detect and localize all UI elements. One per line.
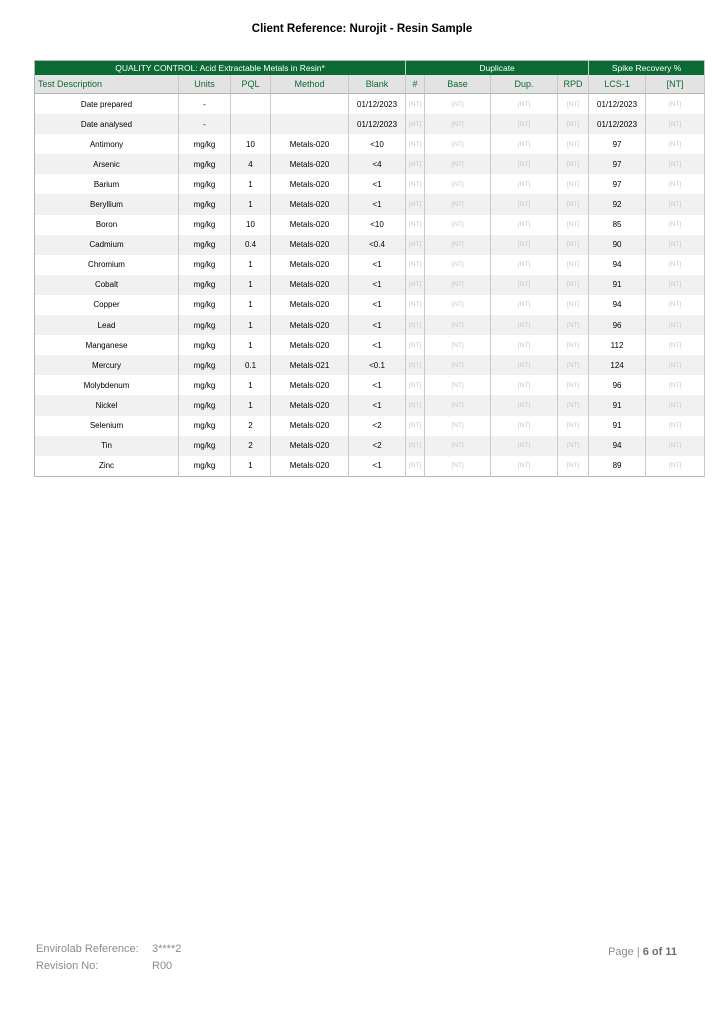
cell-dup: [NT] xyxy=(491,194,558,214)
revision-value: R00 xyxy=(152,960,173,972)
col-header-dup: Dup. xyxy=(491,75,558,94)
cell-method: Metals-020 xyxy=(271,255,349,275)
cell-nt: [NT] xyxy=(646,134,705,154)
qc-results-table xyxy=(34,60,705,477)
cell-nt: [NT] xyxy=(646,194,705,214)
cell-dup: [NT] xyxy=(491,335,558,355)
cell-number: [NT] xyxy=(406,275,425,295)
cell-test-description: Antimony xyxy=(35,134,179,154)
cell-number: [NT] xyxy=(406,416,425,436)
cell-units: mg/kg xyxy=(179,275,231,295)
cell-lcs-1: 85 xyxy=(589,215,646,235)
page-indicator xyxy=(608,946,677,958)
table-row xyxy=(35,235,705,255)
cell-nt: [NT] xyxy=(646,375,705,395)
cell-blank: <2 xyxy=(349,436,406,456)
cell-blank: <2 xyxy=(349,416,406,436)
spike-recovery-group-title: Spike Recovery % xyxy=(589,61,705,76)
page-prefix: Page | xyxy=(608,946,640,958)
cell-nt: [NT] xyxy=(646,114,705,134)
cell-number: [NT] xyxy=(406,355,425,375)
cell-dup: [NT] xyxy=(491,416,558,436)
cell-pql: 1 xyxy=(231,255,271,275)
cell-number: [NT] xyxy=(406,194,425,214)
cell-base: [NT] xyxy=(425,94,491,115)
cell-blank: <1 xyxy=(349,395,406,415)
cell-method: Metals-020 xyxy=(271,154,349,174)
table-group-header xyxy=(35,61,705,76)
cell-rpd: [NT] xyxy=(558,215,589,235)
cell-nt: [NT] xyxy=(646,174,705,194)
cell-method: Metals-020 xyxy=(271,134,349,154)
cell-base: [NT] xyxy=(425,375,491,395)
cell-number: [NT] xyxy=(406,215,425,235)
cell-method: Metals-020 xyxy=(271,416,349,436)
cell-lcs-1: 91 xyxy=(589,416,646,436)
cell-test-description: Date prepared xyxy=(35,94,179,115)
cell-test-description: Arsenic xyxy=(35,154,179,174)
cell-lcs-1: 90 xyxy=(589,235,646,255)
cell-dup: [NT] xyxy=(491,94,558,115)
cell-units: mg/kg xyxy=(179,315,231,335)
table-row xyxy=(35,94,705,115)
table-row xyxy=(35,215,705,235)
cell-blank: <10 xyxy=(349,134,406,154)
cell-number: [NT] xyxy=(406,235,425,255)
cell-blank: <1 xyxy=(349,295,406,315)
cell-method: Metals-020 xyxy=(271,375,349,395)
col-header-lcs-1: LCS-1 xyxy=(589,75,646,94)
cell-dup: [NT] xyxy=(491,235,558,255)
cell-base: [NT] xyxy=(425,114,491,134)
cell-lcs-1: 112 xyxy=(589,335,646,355)
cell-test-description: Beryllium xyxy=(35,194,179,214)
cell-blank: 01/12/2023 xyxy=(349,94,406,115)
cell-rpd: [NT] xyxy=(558,375,589,395)
cell-nt: [NT] xyxy=(646,436,705,456)
cell-base: [NT] xyxy=(425,456,491,477)
cell-method: Metals-020 xyxy=(271,174,349,194)
cell-lcs-1: 97 xyxy=(589,154,646,174)
cell-dup: [NT] xyxy=(491,114,558,134)
col-header-rpd: RPD xyxy=(558,75,589,94)
cell-rpd: [NT] xyxy=(558,315,589,335)
cell-dup: [NT] xyxy=(491,134,558,154)
cell-units: mg/kg xyxy=(179,295,231,315)
cell-rpd: [NT] xyxy=(558,436,589,456)
cell-dup: [NT] xyxy=(491,375,558,395)
cell-base: [NT] xyxy=(425,134,491,154)
cell-dup: [NT] xyxy=(491,395,558,415)
cell-pql: 4 xyxy=(231,154,271,174)
cell-units: mg/kg xyxy=(179,456,231,477)
table-row xyxy=(35,134,705,154)
cell-method: Metals-020 xyxy=(271,295,349,315)
cell-dup: [NT] xyxy=(491,174,558,194)
cell-number: [NT] xyxy=(406,295,425,315)
cell-units: mg/kg xyxy=(179,375,231,395)
table-row xyxy=(35,436,705,456)
cell-test-description: Zinc xyxy=(35,456,179,477)
col-header-pql: PQL xyxy=(231,75,271,94)
cell-pql: 1 xyxy=(231,174,271,194)
cell-nt: [NT] xyxy=(646,94,705,115)
cell-dup: [NT] xyxy=(491,295,558,315)
cell-dup: [NT] xyxy=(491,436,558,456)
table-row xyxy=(35,174,705,194)
table-row xyxy=(35,395,705,415)
cell-base: [NT] xyxy=(425,215,491,235)
cell-method: Metals-020 xyxy=(271,194,349,214)
cell-nt: [NT] xyxy=(646,295,705,315)
cell-test-description: Barium xyxy=(35,174,179,194)
cell-lcs-1: 96 xyxy=(589,315,646,335)
cell-base: [NT] xyxy=(425,395,491,415)
cell-pql: 10 xyxy=(231,215,271,235)
cell-base: [NT] xyxy=(425,416,491,436)
table-column-header xyxy=(35,75,705,94)
cell-pql: 1 xyxy=(231,295,271,315)
cell-base: [NT] xyxy=(425,295,491,315)
revision-label: Revision No: xyxy=(36,960,99,972)
cell-number: [NT] xyxy=(406,315,425,335)
envirolab-reference-label: Envirolab Reference: xyxy=(36,943,139,955)
cell-method: Metals-021 xyxy=(271,355,349,375)
cell-rpd: [NT] xyxy=(558,275,589,295)
cell-blank: <1 xyxy=(349,275,406,295)
cell-rpd: [NT] xyxy=(558,456,589,477)
cell-test-description: Molybdenum xyxy=(35,375,179,395)
cell-pql: 0.4 xyxy=(231,235,271,255)
cell-base: [NT] xyxy=(425,235,491,255)
cell-method: Metals-020 xyxy=(271,335,349,355)
cell-number: [NT] xyxy=(406,335,425,355)
cell-pql: 0.1 xyxy=(231,355,271,375)
cell-base: [NT] xyxy=(425,154,491,174)
cell-rpd: [NT] xyxy=(558,134,589,154)
cell-method: Metals-020 xyxy=(271,275,349,295)
cell-rpd: [NT] xyxy=(558,235,589,255)
cell-blank: <1 xyxy=(349,335,406,355)
cell-method xyxy=(271,114,349,134)
cell-units: mg/kg xyxy=(179,215,231,235)
col-header-nt: [NT] xyxy=(646,75,705,94)
cell-number: [NT] xyxy=(406,255,425,275)
cell-nt: [NT] xyxy=(646,215,705,235)
cell-rpd: [NT] xyxy=(558,174,589,194)
table-body xyxy=(35,94,705,477)
cell-pql xyxy=(231,94,271,115)
cell-number: [NT] xyxy=(406,94,425,115)
cell-base: [NT] xyxy=(425,194,491,214)
cell-blank: <1 xyxy=(349,174,406,194)
cell-method: Metals-020 xyxy=(271,235,349,255)
cell-blank: <1 xyxy=(349,456,406,477)
cell-blank: <1 xyxy=(349,375,406,395)
cell-base: [NT] xyxy=(425,335,491,355)
cell-nt: [NT] xyxy=(646,255,705,275)
cell-test-description: Copper xyxy=(35,295,179,315)
cell-method: Metals-020 xyxy=(271,315,349,335)
cell-dup: [NT] xyxy=(491,275,558,295)
col-header-method: Method xyxy=(271,75,349,94)
page-title: Client Reference: Nurojit - Resin Sample xyxy=(251,23,473,35)
cell-blank: <1 xyxy=(349,255,406,275)
cell-nt: [NT] xyxy=(646,335,705,355)
cell-nt: [NT] xyxy=(646,395,705,415)
cell-units: - xyxy=(179,94,231,115)
cell-lcs-1: 89 xyxy=(589,456,646,477)
cell-rpd: [NT] xyxy=(558,94,589,115)
cell-test-description: Date analysed xyxy=(35,114,179,134)
table-row xyxy=(35,335,705,355)
cell-method xyxy=(271,94,349,115)
cell-units: mg/kg xyxy=(179,194,231,214)
cell-number: [NT] xyxy=(406,375,425,395)
cell-units: mg/kg xyxy=(179,174,231,194)
cell-nt: [NT] xyxy=(646,275,705,295)
cell-pql: 1 xyxy=(231,275,271,295)
cell-units: mg/kg xyxy=(179,335,231,355)
cell-rpd: [NT] xyxy=(558,295,589,315)
cell-base: [NT] xyxy=(425,275,491,295)
col-header-units: Units xyxy=(179,75,231,94)
cell-pql: 1 xyxy=(231,395,271,415)
cell-dup: [NT] xyxy=(491,215,558,235)
cell-dup: [NT] xyxy=(491,456,558,477)
cell-nt: [NT] xyxy=(646,315,705,335)
cell-method: Metals-020 xyxy=(271,456,349,477)
cell-lcs-1: 94 xyxy=(589,295,646,315)
cell-units: mg/kg xyxy=(179,134,231,154)
cell-test-description: Tin xyxy=(35,436,179,456)
cell-units: mg/kg xyxy=(179,355,231,375)
cell-test-description: Mercury xyxy=(35,355,179,375)
cell-units: mg/kg xyxy=(179,255,231,275)
cell-nt: [NT] xyxy=(646,154,705,174)
cell-dup: [NT] xyxy=(491,154,558,174)
table-row xyxy=(35,154,705,174)
cell-method: Metals-020 xyxy=(271,395,349,415)
cell-pql: 1 xyxy=(231,375,271,395)
cell-units: mg/kg xyxy=(179,416,231,436)
table-row xyxy=(35,375,705,395)
cell-pql: 2 xyxy=(231,416,271,436)
cell-blank: <0.1 xyxy=(349,355,406,375)
cell-number: [NT] xyxy=(406,456,425,477)
table-row xyxy=(35,456,705,477)
table-row xyxy=(35,355,705,375)
cell-blank: 01/12/2023 xyxy=(349,114,406,134)
cell-pql: 1 xyxy=(231,194,271,214)
cell-number: [NT] xyxy=(406,114,425,134)
cell-pql: 10 xyxy=(231,134,271,154)
cell-rpd: [NT] xyxy=(558,395,589,415)
cell-rpd: [NT] xyxy=(558,154,589,174)
cell-lcs-1: 94 xyxy=(589,436,646,456)
cell-test-description: Chromium xyxy=(35,255,179,275)
cell-units: mg/kg xyxy=(179,395,231,415)
cell-nt: [NT] xyxy=(646,235,705,255)
cell-dup: [NT] xyxy=(491,255,558,275)
cell-rpd: [NT] xyxy=(558,194,589,214)
cell-test-description: Manganese xyxy=(35,335,179,355)
cell-rpd: [NT] xyxy=(558,114,589,134)
cell-number: [NT] xyxy=(406,134,425,154)
cell-nt: [NT] xyxy=(646,355,705,375)
cell-pql: 1 xyxy=(231,456,271,477)
page-number: 6 of 11 xyxy=(642,946,677,958)
cell-number: [NT] xyxy=(406,436,425,456)
cell-test-description: Lead xyxy=(35,315,179,335)
cell-test-description: Cobalt xyxy=(35,275,179,295)
col-header-base: Base xyxy=(425,75,491,94)
cell-units: mg/kg xyxy=(179,235,231,255)
table-row xyxy=(35,275,705,295)
cell-method: Metals-020 xyxy=(271,215,349,235)
cell-dup: [NT] xyxy=(491,315,558,335)
col-header-number: # xyxy=(406,75,425,94)
cell-nt: [NT] xyxy=(646,456,705,477)
cell-method: Metals-020 xyxy=(271,436,349,456)
cell-units: mg/kg xyxy=(179,436,231,456)
cell-lcs-1: 91 xyxy=(589,395,646,415)
cell-base: [NT] xyxy=(425,355,491,375)
table-row xyxy=(35,315,705,335)
cell-rpd: [NT] xyxy=(558,335,589,355)
cell-lcs-1: 91 xyxy=(589,275,646,295)
cell-units: - xyxy=(179,114,231,134)
cell-blank: <4 xyxy=(349,154,406,174)
cell-lcs-1: 94 xyxy=(589,255,646,275)
cell-test-description: Cadmium xyxy=(35,235,179,255)
cell-nt: [NT] xyxy=(646,416,705,436)
cell-number: [NT] xyxy=(406,154,425,174)
cell-lcs-1: 97 xyxy=(589,134,646,154)
cell-test-description: Boron xyxy=(35,215,179,235)
cell-lcs-1: 01/12/2023 xyxy=(589,114,646,134)
cell-test-description: Nickel xyxy=(35,395,179,415)
cell-lcs-1: 124 xyxy=(589,355,646,375)
duplicate-group-title: Duplicate xyxy=(406,61,589,76)
cell-base: [NT] xyxy=(425,255,491,275)
cell-base: [NT] xyxy=(425,436,491,456)
cell-pql: 1 xyxy=(231,335,271,355)
qc-group-title: QUALITY CONTROL: Acid Extractable Metals in Resin* xyxy=(35,61,406,76)
cell-pql: 2 xyxy=(231,436,271,456)
cell-number: [NT] xyxy=(406,174,425,194)
cell-base: [NT] xyxy=(425,315,491,335)
cell-blank: <1 xyxy=(349,194,406,214)
table-row xyxy=(35,255,705,275)
cell-number: [NT] xyxy=(406,395,425,415)
cell-base: [NT] xyxy=(425,174,491,194)
cell-blank: <1 xyxy=(349,315,406,335)
table-row xyxy=(35,416,705,436)
cell-blank: <10 xyxy=(349,215,406,235)
cell-pql xyxy=(231,114,271,134)
col-header-blank: Blank xyxy=(349,75,406,94)
col-header-test-description: Test Description xyxy=(35,75,179,94)
cell-pql: 1 xyxy=(231,315,271,335)
cell-rpd: [NT] xyxy=(558,355,589,375)
cell-dup: [NT] xyxy=(491,355,558,375)
cell-lcs-1: 96 xyxy=(589,375,646,395)
cell-rpd: [NT] xyxy=(558,416,589,436)
table-row xyxy=(35,114,705,134)
cell-lcs-1: 01/12/2023 xyxy=(589,94,646,115)
table-row xyxy=(35,194,705,214)
cell-rpd: [NT] xyxy=(558,255,589,275)
cell-test-description: Selenium xyxy=(35,416,179,436)
cell-lcs-1: 97 xyxy=(589,174,646,194)
cell-lcs-1: 92 xyxy=(589,194,646,214)
table-row xyxy=(35,295,705,315)
cell-units: mg/kg xyxy=(179,154,231,174)
envirolab-reference-value: 3****2 xyxy=(152,943,182,955)
cell-blank: <0.4 xyxy=(349,235,406,255)
